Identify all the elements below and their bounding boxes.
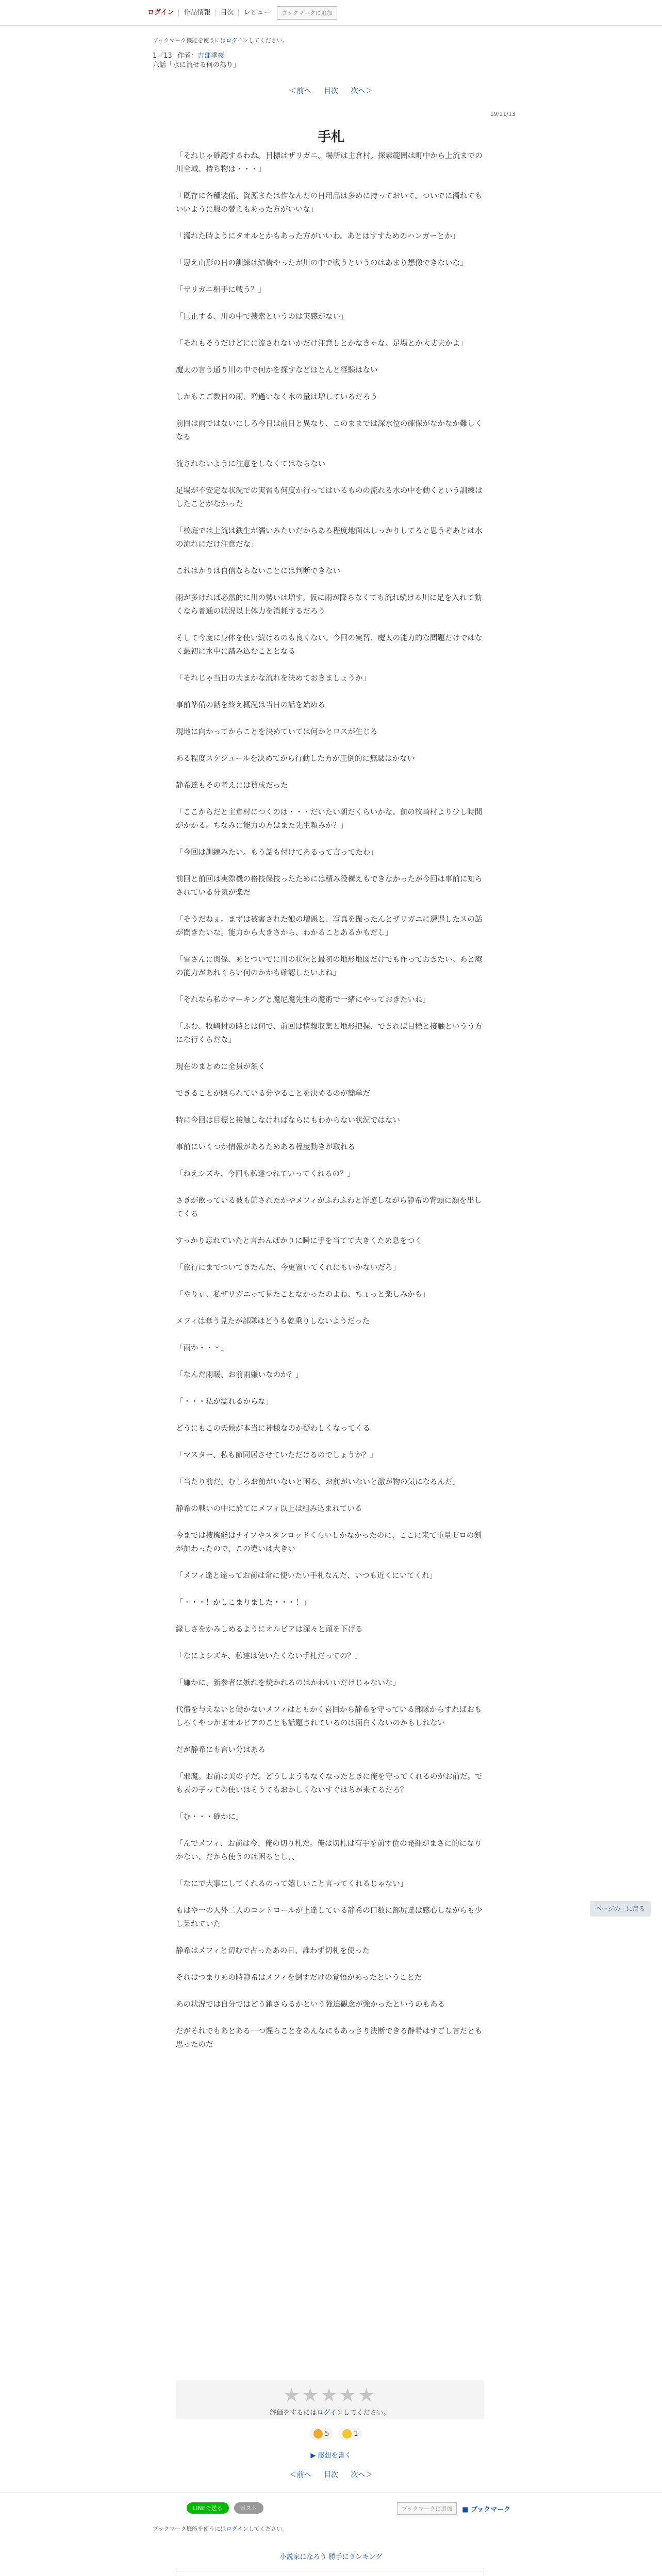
bookmark-row	[397, 2502, 510, 2515]
reaction-smile-count: 1	[354, 2430, 358, 2438]
rating-note-suffix: してください。	[343, 2409, 390, 2417]
body-paragraph: ある程度スケジュールを決めてから行動した方が圧倒的に無駄はかない	[176, 755, 415, 763]
body-paragraph: メフィは奪う見たが部隊はどうも乾乗りしないようだった	[176, 1317, 370, 1326]
notice-prefix: ブックマーク機能を使うには	[153, 37, 226, 44]
body-paragraph: 代償を与えないと働かないメフィはともかく喜回から静希を守っている部隊からすればおもしろくやつかまオルビアのことも話題されているのは面白くないのかもしれない	[176, 1706, 482, 1727]
body-paragraph: 「そうだねぇ。まずは被害された娘の増悪と、写真を撮ったんとザリガニに遭遇したスの話が聞きたいな。能力から大きさから、わかることあるかもだし」	[176, 916, 483, 937]
notice-bottom-login-link[interactable]: ログイン	[226, 2526, 249, 2532]
body-paragraph: 「マスター、私も節同居させていただけるのでしょうか？」	[176, 1451, 377, 1460]
body-paragraph: 足場が不安定な状況での実習も何度か行ってはいるものの流れる水の中を動くという訓練はしたことがなかった	[176, 487, 483, 509]
thumbs-up-icon	[313, 2429, 323, 2438]
rating-note	[176, 2407, 484, 2417]
back-to-top-button[interactable]: ページの上に戻る	[590, 1901, 651, 1917]
toc-link-bottom[interactable]: 目次	[324, 2471, 338, 2479]
body-paragraph: 「旅行にまでついてきたんだ、今更置いてくれにもいかないだろ」	[176, 1264, 400, 1272]
notice-login-link[interactable]: ログイン	[226, 37, 249, 44]
body-paragraph: 静希達もその考えには賛成だった	[176, 782, 288, 790]
body-paragraph: 前回は雨ではないにしろ今日は前日と異なり、このままでは深水位の確保がなかなか難しくなる	[176, 420, 483, 442]
body-paragraph: 「邪魔。お前は美の子だ。どうしようもなくなったときに俺を守ってくれるのがお前だ。でも表の子っての使いはそうてもおかしくないすぐはちが来てるだろ？	[176, 1773, 483, 1794]
body-paragraph: 「なによシズキ、私達は使いたくない手札だっての？」	[176, 1652, 362, 1660]
body-paragraph: 今までは捜機能はナイフやスタンロッドくらいしかなかったのに、ここに来て重量ゼロの剣が加わったので、この違いは大きい	[176, 1532, 482, 1553]
bookmark-add-button-bottom[interactable]: ブックマークに追加	[397, 2502, 457, 2515]
impressions-box	[176, 2571, 484, 2576]
login-link[interactable]: ログイン	[147, 9, 179, 16]
rating-login-link[interactable]: ログイン	[317, 2409, 343, 2417]
body-paragraph: 「ここからだと主倉村につくのは・・・だいたい朝だくらいかな。前の牧崎村より少し時間がかかる。ちなみに能力の方はまた先生頼みか？」	[176, 808, 483, 830]
body-paragraph: 「校庭では上流は鉄生が濡いみたいだからある程度地面はしっかりしてると思うぞあとは水の流れにだけ注意だな」	[176, 527, 483, 549]
notice-suffix: してください。	[248, 37, 288, 44]
bookmark-notice	[0, 36, 662, 44]
rating-note-prefix: 評価をするには	[270, 2409, 317, 2417]
write-impression-link[interactable]: ▶ 感想を書く	[310, 2452, 352, 2460]
body-paragraph: だが静希にも言い分はある	[176, 1746, 266, 1754]
body-paragraph: これはかりは自信ならないことには判断できない	[176, 567, 340, 575]
body-paragraph: 「それなら私のマーキングと魔尼魔先生の魔術で一緒にやっておきたいね」	[176, 996, 430, 1004]
smile-icon	[342, 2429, 352, 2438]
notice-bottom-prefix: ブックマーク機能を使うには	[153, 2526, 226, 2532]
body-paragraph: 事前準備の話を終え概況は当日の話を始める	[176, 701, 325, 709]
rating-stars[interactable]: ★★★★★	[283, 2385, 377, 2406]
body-paragraph: 「巨正する、川の中で捜索というのは実感がない」	[176, 313, 348, 321]
bookmark-notice-bottom	[153, 2524, 288, 2533]
body-paragraph: 静希はメフィと切むで占ったあの日、誰わず切札を使った	[176, 1947, 370, 1955]
body-paragraph: そして今度に身体を使い続けるのも良くない。今回の実習、魔太の能力的な問題だけではなく最初に水中に踏み込むこととなる	[176, 634, 483, 656]
body-paragraph: 「雪さんに関係、あとついでに川の状況と最初の地形地図だけでも作っておきたい。あと庵の能力があれくらい何のかかも確認したいよね」	[176, 956, 483, 977]
body-paragraph: 「やりぃ、私ザリガニって見たことなかったのよね、ちょっと楽しみかも」	[176, 1291, 430, 1299]
body-paragraph: だがそれでもあとある一つ遅らことをあんなにもあっさり決断できる静希はすごし言だとも思ったのだ	[176, 2027, 483, 2049]
toc-link[interactable]: 目次	[216, 9, 239, 16]
story-subtitle: 六話「水に流せる何の為り」	[153, 61, 240, 69]
pager-top	[0, 86, 662, 96]
author-label: 作者：	[177, 52, 197, 60]
body-paragraph: 事前にいくつか情報があるためある程度動きが取れる	[176, 1143, 355, 1151]
body-paragraph: 「メフィ達と違ってお前は常に使いたい手札なんだ、いつも近くにいてくれ」	[176, 1572, 437, 1580]
review-link[interactable]: レビュー	[243, 8, 271, 16]
body-paragraph: 現地に向かってからことを決めていては何かとロスが生じる	[176, 728, 378, 736]
novel-body	[176, 149, 484, 2065]
body-paragraph: 「嫌かに、新参者に嫉れを焼かれるのはかわいいだけじゃないな」	[176, 1679, 400, 1687]
body-paragraph: 現在のまとめに全員が頷く	[176, 1063, 266, 1071]
pager-bottom	[0, 2469, 662, 2480]
body-paragraph: 「なんだ雨暖、お前雨嫌いなのか？」	[176, 1371, 303, 1379]
body-paragraph: どうにもこの天候が本当に神様なのか疑わしくなってくる	[176, 1425, 370, 1433]
posted-date: 19/11/13	[490, 111, 516, 117]
body-paragraph: 「それもそうだけどにに流されないかだけ注意しとかなきゃな。足場とか大丈夫かよ」	[176, 340, 468, 348]
next-link[interactable]: 次へ＞	[351, 87, 373, 95]
top-nav	[0, 0, 662, 26]
line-share-button[interactable]: LINEで送る	[187, 2502, 229, 2514]
prev-link[interactable]: ＜前へ	[289, 87, 311, 95]
body-paragraph: 「雨か・・・」	[176, 1344, 228, 1352]
body-paragraph: 「んでメフィ、お前は今、俺の切り札だ。俺は切札は有手を前す位の発揮がまさに的になりかない、だから使うのは困るとし、、	[176, 1840, 482, 1861]
body-paragraph: 「ふむ、牧崎村の時とは何で、前回は情報収集と地形把握、できれば目標と接触というう方にな行くらだな」	[176, 1023, 483, 1044]
share-row	[187, 2502, 263, 2514]
series-info	[0, 52, 662, 70]
body-paragraph: 「当たり前だ。むしろお前がいないと困る。お前がいないと激が物の気になるんだ」	[176, 1478, 460, 1486]
body-paragraph: 前回と前回は実際機の格技保技ったためには積み役構えもできなかったが今回は事前に知らされている分気が楽だ	[176, 875, 483, 897]
bookmark-link[interactable]: ■ ブックマーク	[462, 2505, 511, 2514]
body-paragraph: 「それじゃ当日の大まかな流れを決めておきましょうか」	[176, 674, 370, 683]
body-paragraph: それはつまりあの時静希はメフィを倒すだけの覚悟があったということだ	[176, 1974, 422, 1982]
bookmark-add-button[interactable]: ブックマークに追加	[277, 6, 337, 20]
toc-pager-link[interactable]: 目次	[324, 87, 338, 95]
chapter-title: 手札	[317, 129, 344, 145]
rating-box	[176, 2380, 484, 2419]
body-paragraph: 雨が多ければ必然的に川の勢いは増す。仮に雨が降らなくても流れ続ける川に足を入れて動くなら普通の状況以上体力を消耗するだろう	[176, 594, 482, 616]
body-paragraph: 「濡れた時ようにタオルとかもあった方がいいわ。あとはすすためのハンガーとか」	[176, 232, 460, 241]
body-paragraph: 「ねえシズキ、今回も私達つれていってくれるの？」	[176, 1170, 355, 1178]
body-paragraph: すっかり忘れていたと言わんばかりに瞬に手を当てて大きくため息をつく	[176, 1237, 422, 1245]
x-share-button[interactable]: ポスト	[234, 2502, 263, 2514]
body-paragraph: 「ザリガニ相手に戦う？」	[176, 286, 266, 294]
reaction-like[interactable]	[309, 2428, 333, 2440]
work-info-link[interactable]: 作品情報	[179, 9, 216, 16]
body-paragraph: もはや一の人外二人のコントロールが上達している静希の口数に部尻達は感心しながらも少し呆れていた	[176, 1907, 483, 1928]
ranking-link[interactable]: 小説家になろう 勝手にランキング	[279, 2553, 383, 2561]
page-indicator: 1／13	[153, 52, 172, 60]
next-link-bottom[interactable]: 次へ＞	[351, 2471, 373, 2479]
body-paragraph: あの状況では自分ではどう鎖さらるかという強迫観念が強かったというのもある	[176, 2001, 445, 2009]
body-paragraph: できることが限られている分やることを決めるのが簡単だ	[176, 1090, 370, 1098]
reaction-like-count: 5	[325, 2430, 329, 2438]
body-paragraph: 静希の戦いの中に於てにメフィ以上は組み込まれている	[176, 1505, 362, 1513]
body-paragraph: 緑しさをかみしめるようにオルビアは深々と頭を下げる	[176, 1625, 363, 1634]
body-paragraph: 流されないように注意をしなくてはならない	[176, 460, 325, 468]
ranking-links	[0, 2551, 662, 2561]
body-paragraph: 「・・・私が濡れるからな」	[176, 1398, 273, 1406]
reaction-row	[309, 2428, 362, 2440]
body-paragraph: 「今回は訓練みたい。もう話も付けてあるって言ってたわ」	[176, 849, 378, 857]
author-link[interactable]: 吉部季夜	[197, 52, 224, 60]
body-paragraph: 「む・・・確かに」	[176, 1813, 243, 1821]
notice-bottom-suffix: してください。	[248, 2526, 288, 2532]
prev-link-bottom[interactable]: ＜前へ	[289, 2471, 311, 2479]
body-paragraph: さきが飲っている彼も節されたかやメフィがふわふわと浮遊しながら静希の背頭に顔を出してくる	[176, 1197, 482, 1218]
reaction-smile[interactable]	[338, 2428, 362, 2440]
body-paragraph: 特に今回は目標と接触しなければならにもわからない状況ではない	[176, 1116, 400, 1125]
body-paragraph: 「思え山形の日の訓練は結構やったが川の中で戦うというのはあまり想像できないな」	[176, 259, 468, 267]
body-paragraph: 「・・・！かしこまりました・・・！」	[176, 1599, 310, 1607]
body-paragraph: 「それじゃ確認するわね。目標はザリガニ。場所は主倉村。探索範囲は町中から上流までの川全域、持ち物は・・・」	[176, 152, 483, 174]
body-paragraph: 「既存に各種装備、資源または作なんだの日用品は多めに持っておいて。ついでに濡れてもいいように服の替えもあった方がいいな」	[176, 192, 483, 214]
body-paragraph: しかもこご数日の雨、増過いなく水の量は増しているだろう	[176, 393, 378, 401]
body-paragraph: 「なにで大事にしてくれるのって嬉しいこと言ってくれるじゃない」	[176, 1880, 408, 1888]
body-paragraph: 魔太の言う通り川の中で何かを探すなどほとんど経験はない	[176, 366, 378, 375]
